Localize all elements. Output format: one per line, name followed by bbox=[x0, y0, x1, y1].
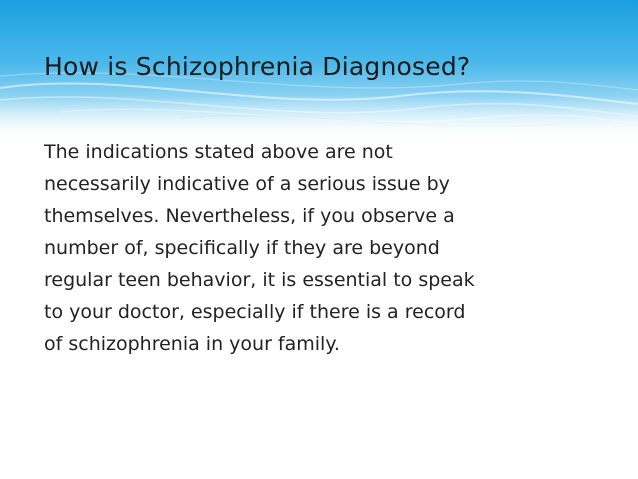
slide-title: How is Schizophrenia Diagnosed? bbox=[44, 52, 471, 81]
body-line: number of, specifically if they are beyond bbox=[44, 237, 440, 259]
body-line: to your doctor, especially if there is a record bbox=[44, 301, 466, 323]
body-line: necessarily indicative of a serious issue by bbox=[44, 173, 450, 195]
slide-body-text bbox=[44, 136, 604, 360]
body-line: The indications stated above are not bbox=[44, 141, 393, 163]
body-line: of schizophrenia in your family. bbox=[44, 333, 340, 355]
body-line: themselves. Nevertheless, if you observe a bbox=[44, 205, 455, 227]
body-line: regular teen behavior, it is essential to speak bbox=[44, 269, 475, 291]
